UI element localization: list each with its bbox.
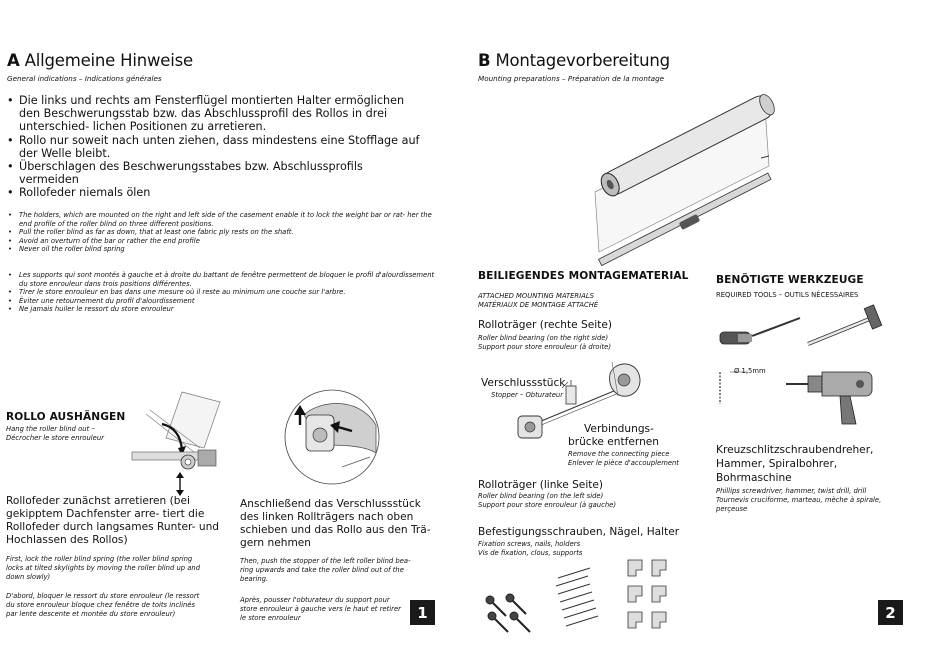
list-item: • Avoid an overturn of the bar or rather the end profile: [6, 237, 436, 246]
step1-en: First, lock the roller blind spring (the roller blind spring locks at tilted skylights by moving the roller blind up and down slowly): [6, 555, 201, 582]
material-sub-fr: MATÉRIAUX DE MONTAGE ATTACHÉ: [478, 301, 599, 309]
general-notes-fr: [6, 271, 436, 314]
section-b-subtitle: Mounting preparations – Préparation de la montage: [478, 74, 665, 83]
tools-title: BENÖTIGTE WERKZEUGE: [716, 274, 864, 286]
right-bearing-en: Roller blind bearing (on the right side): [478, 334, 609, 342]
section-a-letter: A: [7, 51, 20, 70]
rollo-sub-en: Hang the roller blind out –: [6, 425, 95, 433]
step1-fr: D'abord, bloquer le ressort du store enrouleur (le ressort du store enrouleur bloque chez fenêtre de toits inclinés par lente descente et montée du store enrouleur): [6, 592, 200, 619]
page-number-2: 2: [878, 600, 903, 625]
screwdriver-hammer-illustration: [716, 304, 896, 354]
list-item: • Tirer le store enrouleur en bas dans une mesure où il reste au minimum une couche sur l'arbre.: [6, 288, 436, 297]
rollo-sub-fr: Décrocher le store enrouleur: [6, 434, 104, 442]
section-a-title: [7, 51, 193, 70]
step1-de: Rollofeder zunächst arretieren (bei gekipptem Dachfenster arre- tiert die Rollofeder durch langsames Runter- und Hochlassen des Rollos): [6, 495, 220, 546]
general-notes-en: [6, 211, 436, 254]
list-item: • Never oil the roller blind spring: [6, 245, 436, 254]
general-notes-de: [6, 94, 426, 200]
section-b-title: [478, 51, 670, 70]
drill-size-label: Ø 1,5mm: [734, 367, 766, 375]
bridge-label-2: brücke entfernen: [568, 436, 660, 448]
list-item: • Rollo nur soweit nach unten ziehen, dass mindestens eine Stofflage auf der Welle bleibt.: [6, 134, 426, 160]
left-bearing-label: Rolloträger (linke Seite): [478, 479, 604, 491]
material-sub-en: ATTACHED MOUNTING MATERIALS: [478, 292, 594, 300]
roller-blind-illustration: [585, 82, 785, 262]
fixing-en: Fixation screws, nails, holders: [478, 540, 581, 548]
material-title: BEILIEGENDES MONTAGEMATERIAL: [478, 270, 689, 282]
drill-illustration: [716, 364, 886, 434]
rollo-title: ROLLO AUSHÄNGEN: [6, 411, 126, 423]
tools-list-line3: Bohrmaschine: [716, 472, 792, 484]
bridge-fr: Enlever le pièce d'accouplement: [568, 459, 679, 467]
section-b-heading: Montagevorbereitung: [495, 51, 670, 70]
stopper-label: Verschlussstück: [481, 377, 566, 389]
left-bearing-fr: Support pour store enrouleur (à gauche): [478, 501, 616, 509]
list-item: • Les supports qui sont montés à gauche et à droite du battant de fenêtre permettent de bloquer le profil d'alourdissement du store enrouleur dans trois positions différentes.: [6, 271, 436, 288]
skylight-blind-illustration: [120, 388, 230, 498]
list-item: • Éviter une retournement du profil d'alourdissement: [6, 297, 436, 306]
stopper-sub: Stopper – Obturateur: [491, 391, 564, 399]
fixing-label: Befestigungsschrauben, Nägel, Halter: [478, 526, 680, 538]
list-item: • Pull the roller blind as far as down, that at least one fabric ply rests on the shaft.: [6, 228, 436, 237]
section-b-letter: B: [478, 51, 491, 70]
section-a-heading: Allgemeine Hinweise: [24, 51, 193, 70]
right-bearing-label: Rolloträger (rechte Seite): [478, 319, 613, 331]
list-item: • The holders, which are mounted on the right and left side of the casement enable it to lock the weight bar or rat- her the end profile of the roller blind on three different positions.: [6, 211, 436, 228]
list-item: • Überschlagen des Beschwerungsstabes bzw. Abschlussprofils vermeiden: [6, 160, 426, 186]
list-item: • Die links und rechts am Fensterflügel montierten Halter ermöglichen den Beschwerungsstab bzw. das Abschlussprofil des Rollos in drei unterschied- lichen Positionen zu arretieren.: [6, 94, 426, 134]
tools-sub: REQUIRED TOOLS – OUTILS NÉCESSAIRES: [716, 291, 859, 299]
left-bearing-en: Roller blind bearing (on the left side): [478, 492, 604, 500]
section-a-subtitle: General indications – Indications générales: [7, 74, 162, 83]
page-number-1: 1: [410, 600, 435, 625]
bridge-en: Remove the connecting piece: [568, 450, 670, 458]
step2-en: Then, push the stopper of the left roller blind bea- ring upwards and take the roller blind out of the bearing.: [240, 557, 411, 584]
tools-list-line1: Kreuzschlitzschraubendreher,: [716, 444, 874, 456]
step2-fr: Après, pousser l'obturateur du support pour store enrouleur à gauche vers le haut et retirer le store enrouleur: [240, 596, 401, 623]
step2-de: Anschließend das Verschlussstück des linken Rollträgers nach oben schieben und das Rollo aus den Trä- gern nehmen: [240, 498, 431, 549]
list-item: • Ne jamais huiler le ressort du store enrouleur: [6, 305, 436, 314]
list-item: • Rollofeder niemals ölen: [6, 186, 426, 199]
tools-list-fr: Tournevis cruciforme, marteau, mèche à spirale, perçeuse: [716, 496, 882, 514]
bridge-label-1: Verbindungs-: [584, 423, 654, 435]
right-bearing-fr: Support pour store enrouleur (à droite): [478, 343, 611, 351]
fixing-fr: Vis de fixation, clous, supports: [478, 549, 583, 557]
tools-list-en: Phillips screwdriver, hammer, twist drill, drill: [716, 487, 867, 495]
fixing-materials-illustration: [478, 558, 688, 638]
bearing-closeup-illustration: [278, 383, 386, 491]
tools-list-line2: Hammer, Spiralbohrer,: [716, 458, 838, 470]
